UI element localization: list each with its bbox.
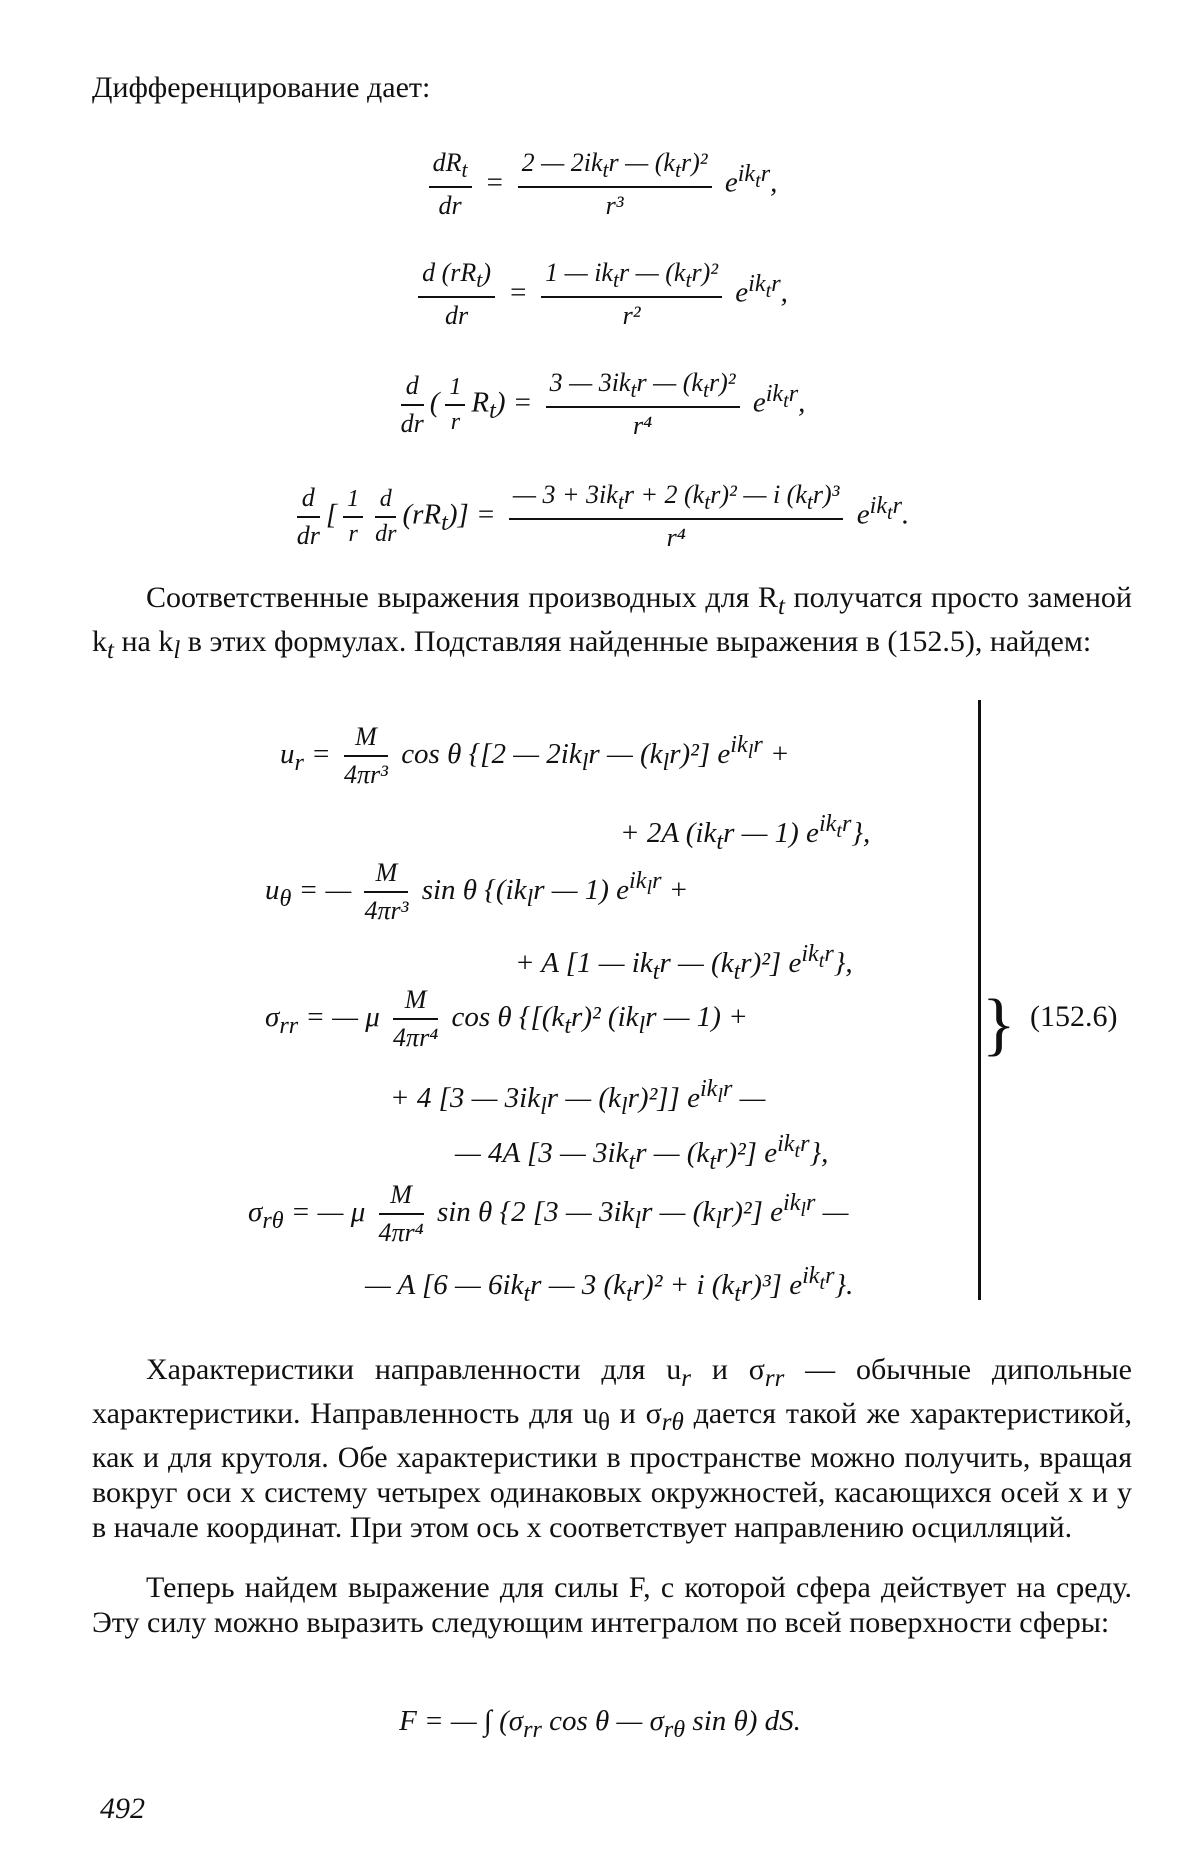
system-vertical-rule [978,700,981,1300]
paragraph-substitution: Соответственные выражения производных для $R_t$ получатся просто заменой $k_t$ на $k_l$ в этих формулах. Подставляя найденные выражения в (152.5), найдем: [92,581,1132,664]
system-line-sigma-rr-cont1: + 4 [3 — $3ik_lr$ — $(k_lr)^2$]] $e^{ik_lr}$ — [390,1075,766,1120]
equation-d-dr-rt-over-r: $\frac{d}{dr}$ ( $\frac{1}{r}$ $R_t$) = $\frac{3 — 3ik_tr — (k_tr)^2}{\text{r⁴}}$ $e^{ik_tr}$, [400,368,806,441]
system-line-sigma-rr: $\sigma_{rr}$ = — μ $\frac{M}{\text{4πr⁴}}$ cos θ {[$(k_tr)^2$ ($ik_lr$ — 1) + [265,985,748,1052]
equation-force-integral: F = — ∫ ($\sigma_{rr}$ cos θ — $\sigma_{r\theta}$ sin θ) dS. [399,1705,801,1743]
paragraph-directivity: Характеристики направленности для $u_r$ и $\sigma_{rr}$ — обычные дипольные характеристики. Направленность для $u_\theta$ и $\sigma_{r\theta}$ дается такой же характеристикой, как и для крутоля. Обе характеристики в пространстве можно получить, вращая вокруг оси x систему четырех одинаковых окружностей, касающихся осей x и y в начале координат. При этом ось x соответствует направлению осцилляций. [92,1353,1133,1544]
equation-d-dr-bracket: $\frac{d}{dr}$ [ $\frac{1}{r}$ $\frac{d}{dr}$ $(rR_t)$] = $\frac{— 3 + 3ik_tr + 2 (k_tr)^2 — i (k_tr)^3}{\text{r⁴}}$ $e^{ik_tr}$. [296,480,910,553]
system-line-sigma-rtheta-cont: — A [6 — $6ik_tr$ — 3 $(k_tr)^2 + i$ $(k_tr)^3$] $e^{ik_tr}$}. [365,1262,854,1307]
equation-d-rrt-dr: $\frac{d (rR_t)}{dr}$ = $\frac{1 — ik_tr — (k_tr)^2}{\text{r²}}$ $e^{ik_tr}$, [0,258,1200,331]
system-line-utheta-cont: + A [1 — $ik_tr$ — $(k_tr)^2$] $e^{ik_tr}$}, [515,940,853,985]
paragraph-force: Теперь найдем выражение для силы F, с которой сфера действует на среду. Эту силу можно выразить следующим интегралом по всей поверхности сферы: [92,1571,1132,1639]
system-brace-icon: } [982,986,1016,1063]
system-line-ur-cont: + 2A ($ik_tr$ — 1) $e^{ik_tr}$}, [620,810,871,855]
intro-text: Дифференцирование дает: [92,71,431,104]
system-line-sigma-rtheta: $\sigma_{r\theta}$ = — μ $\frac{M}{\text{4πr⁴}}$ sin θ {2 [3 — $3ik_lr$ — $(k_lr)^2$] $e^{ik_lr}$ — [248,1180,849,1247]
system-line-utheta: $u_\theta$ = — $\frac{M}{\text{4πr³}}$ sin θ {($ik_lr$ — 1) $e^{ik_lr}$ + [265,858,689,925]
equation-number: (152.6) [1030,1000,1118,1033]
system-line-sigma-rr-cont2: — 4A [3 — $3ik_tr$ — $(k_tr)^2$] $e^{ik_tr}$}, [455,1130,829,1175]
equation-drt-dr: $\frac{dR_t}{dr}$ = $\frac{2 — 2ik_tr — (k_tr)^2}{\text{r³}}$ $e^{ik_tr}$, [0,148,1200,221]
system-line-ur: $u_r$ = $\frac{M}{\text{4πr³}}$ cos θ {[2 — $2ik_lr$ — $(k_lr)^2$] $e^{ik_lr}$ + [280,722,790,789]
page-number: 492 [100,1792,145,1825]
